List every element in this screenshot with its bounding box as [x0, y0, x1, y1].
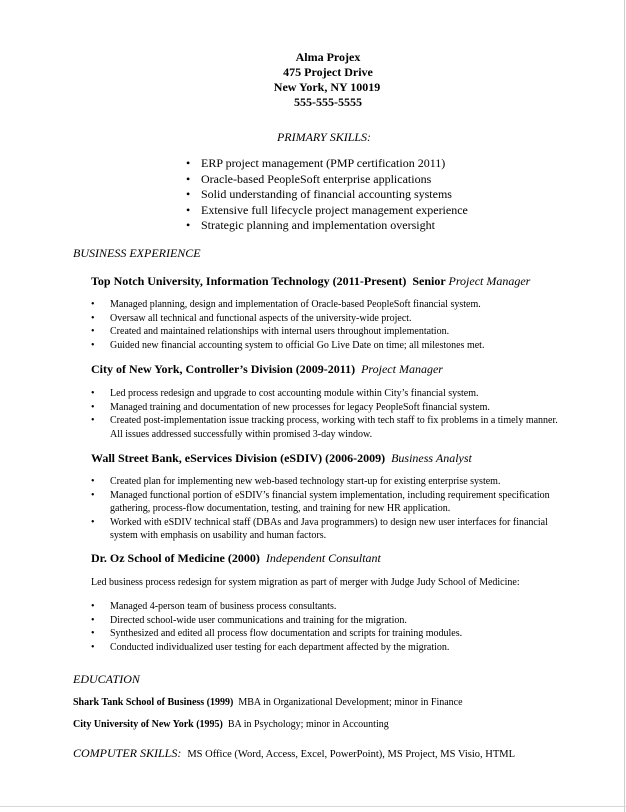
page-edge — [624, 0, 625, 812]
list-item: • ERP project management (PMP certification 2011) — [186, 156, 468, 172]
list-item: • Created and maintained relationships with internal users throughout implementation. — [91, 325, 571, 339]
list-item: • Managed functional portion of eSDIV’s financial system implementation, including requirement specification gathering, process-flow documentation, testing, and training for new HR application. — [91, 489, 571, 516]
job-bullets-top-notch — [91, 298, 571, 352]
list-item: • Conducted individualized user testing for each department affected by the migration. — [91, 641, 571, 655]
business-experience-heading: BUSINESS EXPERIENCE — [73, 246, 201, 260]
list-item: • Strategic planning and implementation oversight — [186, 218, 468, 234]
contact-header — [0, 50, 626, 110]
job-title-city-ny: City of New York, Controller’s Division (2009-2011) Project Manager — [91, 362, 443, 376]
phone-number: 555-555-5555 — [294, 95, 362, 109]
education-entry: Shark Tank School of Business (1999) MBA in Organizational Development; minor in Finance — [73, 697, 463, 708]
job-bullets-city-ny — [91, 387, 571, 441]
list-item: • Guided new financial accounting system to official Go Live Date on time; all milestones met. — [91, 339, 571, 353]
list-item: • Synthesized and edited all process flow documentation and scripts for training modules. — [91, 627, 571, 641]
education-heading: EDUCATION — [73, 672, 140, 686]
list-item: • Managed training and documentation of new processes for legacy PeopleSoft financial system. — [91, 401, 571, 415]
list-item: • Managed 4-person team of business process consultants. — [91, 600, 571, 614]
list-item: • Oversaw all technical and functional aspects of the university-wide project. — [91, 312, 571, 326]
list-item: • Worked with eSDIV technical staff (DBAs and Java programmers) to design new user interfaces for financial system with emphasis on usability and human factors. — [91, 516, 571, 543]
job-bullets-wall-street — [91, 475, 571, 543]
primary-skills-list — [186, 156, 468, 234]
job-title-top-notch: Top Notch University, Information Technology (2011-Present) Senior Project Manager — [91, 274, 531, 288]
list-item: • Created plan for implementing new web-based technology start-up for existing enterprise system. — [91, 475, 571, 489]
job-title-dr-oz: Dr. Oz School of Medicine (2000) Independent Consultant — [91, 551, 381, 565]
job-title-wall-street: Wall Street Bank, eServices Division (eSDIV) (2006-2009) Business Analyst — [91, 451, 472, 465]
list-item: • Solid understanding of financial accounting systems — [186, 187, 468, 203]
computer-skills — [73, 746, 515, 761]
job-intro-dr-oz: Led business process redesign for system migration as part of merger with Judge Judy School of Medicine: — [91, 577, 520, 588]
list-item: • Directed school-wide user communications and training for the migration. — [91, 614, 571, 628]
list-item: • Oracle-based PeopleSoft enterprise applications — [186, 172, 468, 188]
list-item: • Extensive full lifecycle project management experience — [186, 203, 468, 219]
job-bullets-dr-oz — [91, 600, 571, 654]
street-address: 475 Project Drive — [283, 65, 373, 79]
education-entry: City University of New York (1995) BA in Psychology; minor in Accounting — [73, 719, 389, 730]
computer-skills-value: MS Office (Word, Access, Excel, PowerPoint), MS Project, MS Visio, HTML — [187, 749, 516, 760]
page-edge — [0, 806, 626, 807]
computer-skills-label: COMPUTER SKILLS: — [73, 746, 182, 760]
list-item: • Created post-implementation issue tracking process, working with tech staff to fix problems in a timely manner. All issues addressed successfully within promised 3-day window. — [91, 414, 571, 441]
primary-skills-heading: PRIMARY SKILLS: — [276, 130, 372, 144]
applicant-name: Alma Projex — [295, 50, 361, 64]
list-item: • Led process redesign and upgrade to cost accounting module within City’s financial system. — [91, 387, 571, 401]
city-address: New York, NY 10019 — [273, 80, 381, 94]
list-item: • Managed planning, design and implementation of Oracle-based PeopleSoft financial system. — [91, 298, 571, 312]
